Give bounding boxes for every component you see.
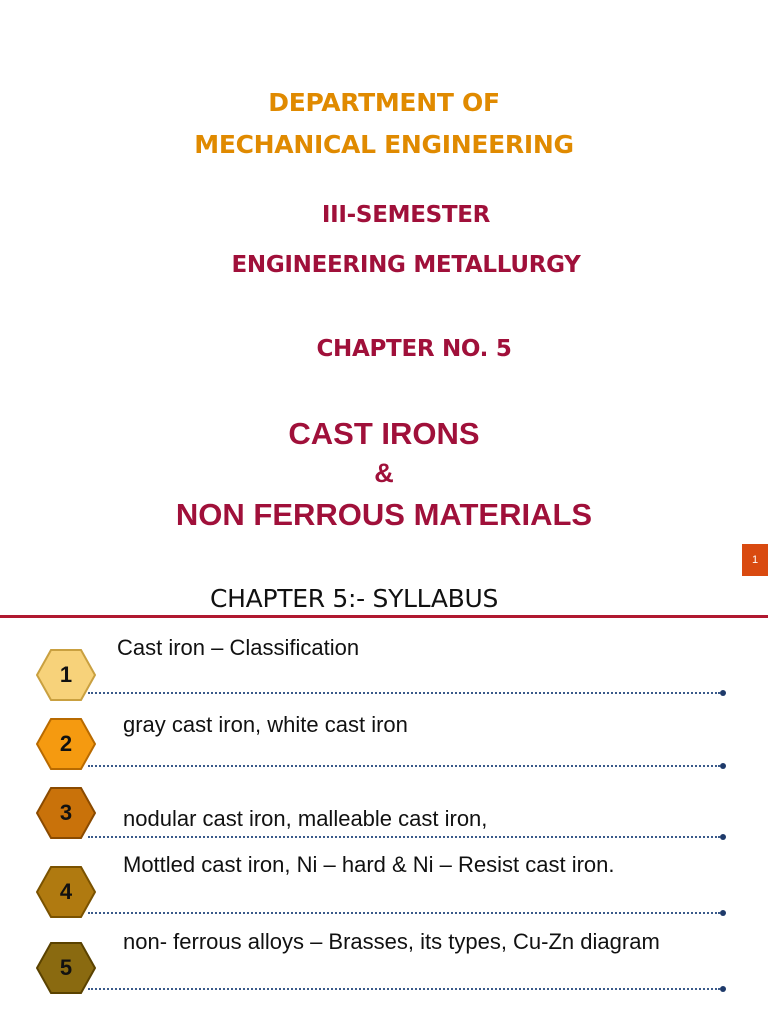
department-line-2: MECHANICAL ENGINEERING — [194, 130, 574, 159]
chapter-heading: CHAPTER NO. 5 — [316, 336, 512, 362]
subject-heading: ENGINEERING METALLURGY — [231, 252, 581, 278]
topic-line-3: NON FERROUS MATERIALS — [175, 497, 593, 532]
divider-end-dot-4 — [720, 910, 726, 916]
syllabus-item-1: Cast iron – Classification — [117, 635, 360, 660]
hexagon-badge-1 — [36, 649, 96, 701]
badge-number-4: 4 — [59, 879, 73, 904]
syllabus-item-4: Mottled cast iron, Ni – hard & Ni – Resist cast iron. — [123, 852, 615, 877]
title-divider — [0, 615, 768, 618]
page-number-badge: 1 — [742, 544, 768, 576]
topic-line-1: CAST IRONS — [288, 416, 480, 451]
badge-number-3: 3 — [59, 800, 73, 825]
syllabus-item-2: gray cast iron, white cast iron — [123, 712, 408, 737]
department-line-1: DEPARTMENT OF — [268, 88, 500, 117]
item-divider-2 — [88, 765, 720, 767]
item-divider-3 — [88, 836, 720, 838]
hexagon-badge-3 — [36, 787, 96, 839]
item-divider-4 — [88, 912, 720, 914]
divider-end-dot-5 — [720, 986, 726, 992]
item-divider-1 — [88, 692, 720, 694]
hexagon-badge-2 — [36, 718, 96, 770]
semester-heading: III-SEMESTER — [321, 202, 491, 228]
divider-end-dot-3 — [720, 834, 726, 840]
topic-line-2: & — [374, 458, 394, 488]
badge-number-1: 1 — [59, 662, 73, 687]
syllabus-item-5: non- ferrous alloys – Brasses, its types, Cu-Zn diagram — [123, 929, 660, 954]
divider-end-dot-2 — [720, 763, 726, 769]
hexagon-badge-4 — [36, 866, 96, 918]
item-divider-5 — [88, 988, 720, 990]
hexagon-badge-5 — [36, 942, 96, 994]
badge-number-2: 2 — [59, 731, 73, 756]
syllabus-title: CHAPTER 5:- SYLLABUS — [210, 584, 499, 613]
badge-number-5: 5 — [59, 955, 73, 980]
syllabus-item-3: nodular cast iron, malleable cast iron, — [123, 806, 488, 831]
divider-end-dot-1 — [720, 690, 726, 696]
